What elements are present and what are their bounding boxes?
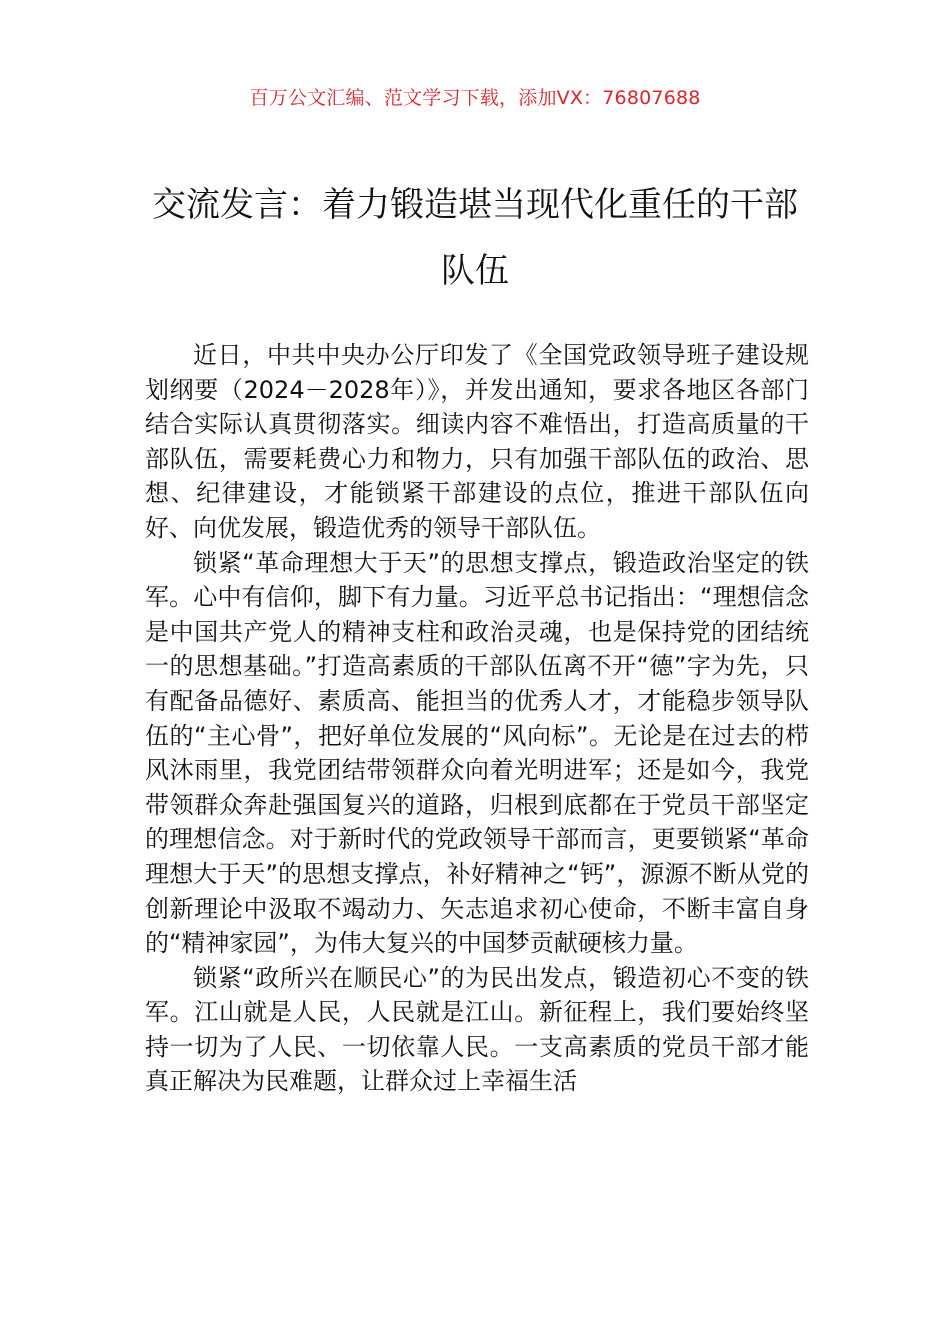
paragraph-2: 锁紧“革命理想大于天”的思想支撑点，锻造政治坚定的铁军。心中有信仰，脚下有力量。习近平总书记指出：“理想信念是中国共产党人的精神支柱和政治灵魂，也是保持党的团结统一的思想基础。”打造高素质的干部队伍离不开“德”字为先，只有配备品德好、素质高、能担当的优秀人才，才能稳步领导队伍的“主心骨”，把好单位发展的“风向标”。无论是在过去的栉风沐雨里，我党团结带领群众向着光明进军；还是如今，我党带领群众奔赴强国复兴的道路，归根到底都在于党员干部坚定的理想信念。对于新时代的党政领导干部而言，更要锁紧“革命理想大于天”的思想支撑点，补好精神之“钙”，源源不断从党的创新理论中汲取不竭动力、矢志追求初心使命，不断丰富自身的“精神家园”，为伟大复兴的中国梦贡献硬核力量。 bbox=[145, 548, 809, 958]
document-body bbox=[145, 338, 809, 1099]
paragraph-1: 近日，中共中央办公厅印发了《全国党政领导班子建设规划纲要（2024－2028年）》，并发出通知，要求各地区各部门结合实际认真贯彻落实。细读内容不难悟出，打造高质量的干部队伍，需要耗费心力和物力，只有加强干部队伍的政治、思想、纪律建设，才能锁紧干部建设的点位，推进干部队伍向好、向优发展，锻造优秀的领导干部队伍。 bbox=[145, 341, 809, 542]
document-title: 交流发言：着力锻造堪当现代化重任的干部队伍 bbox=[152, 185, 798, 291]
header-note: 百万公文汇编、范文学习下载，添加VX：76807688 bbox=[249, 87, 701, 109]
paragraph-3: 锁紧“政所兴在顺民心”的为民出发点，锻造初心不变的铁军。江山就是人民，人民就是江山。新征程上，我们要始终坚持一切为了人民、一切依靠人民。一支高素质的党员干部才能真正解决为民难题，让群众过上幸福生活 bbox=[145, 963, 809, 1096]
